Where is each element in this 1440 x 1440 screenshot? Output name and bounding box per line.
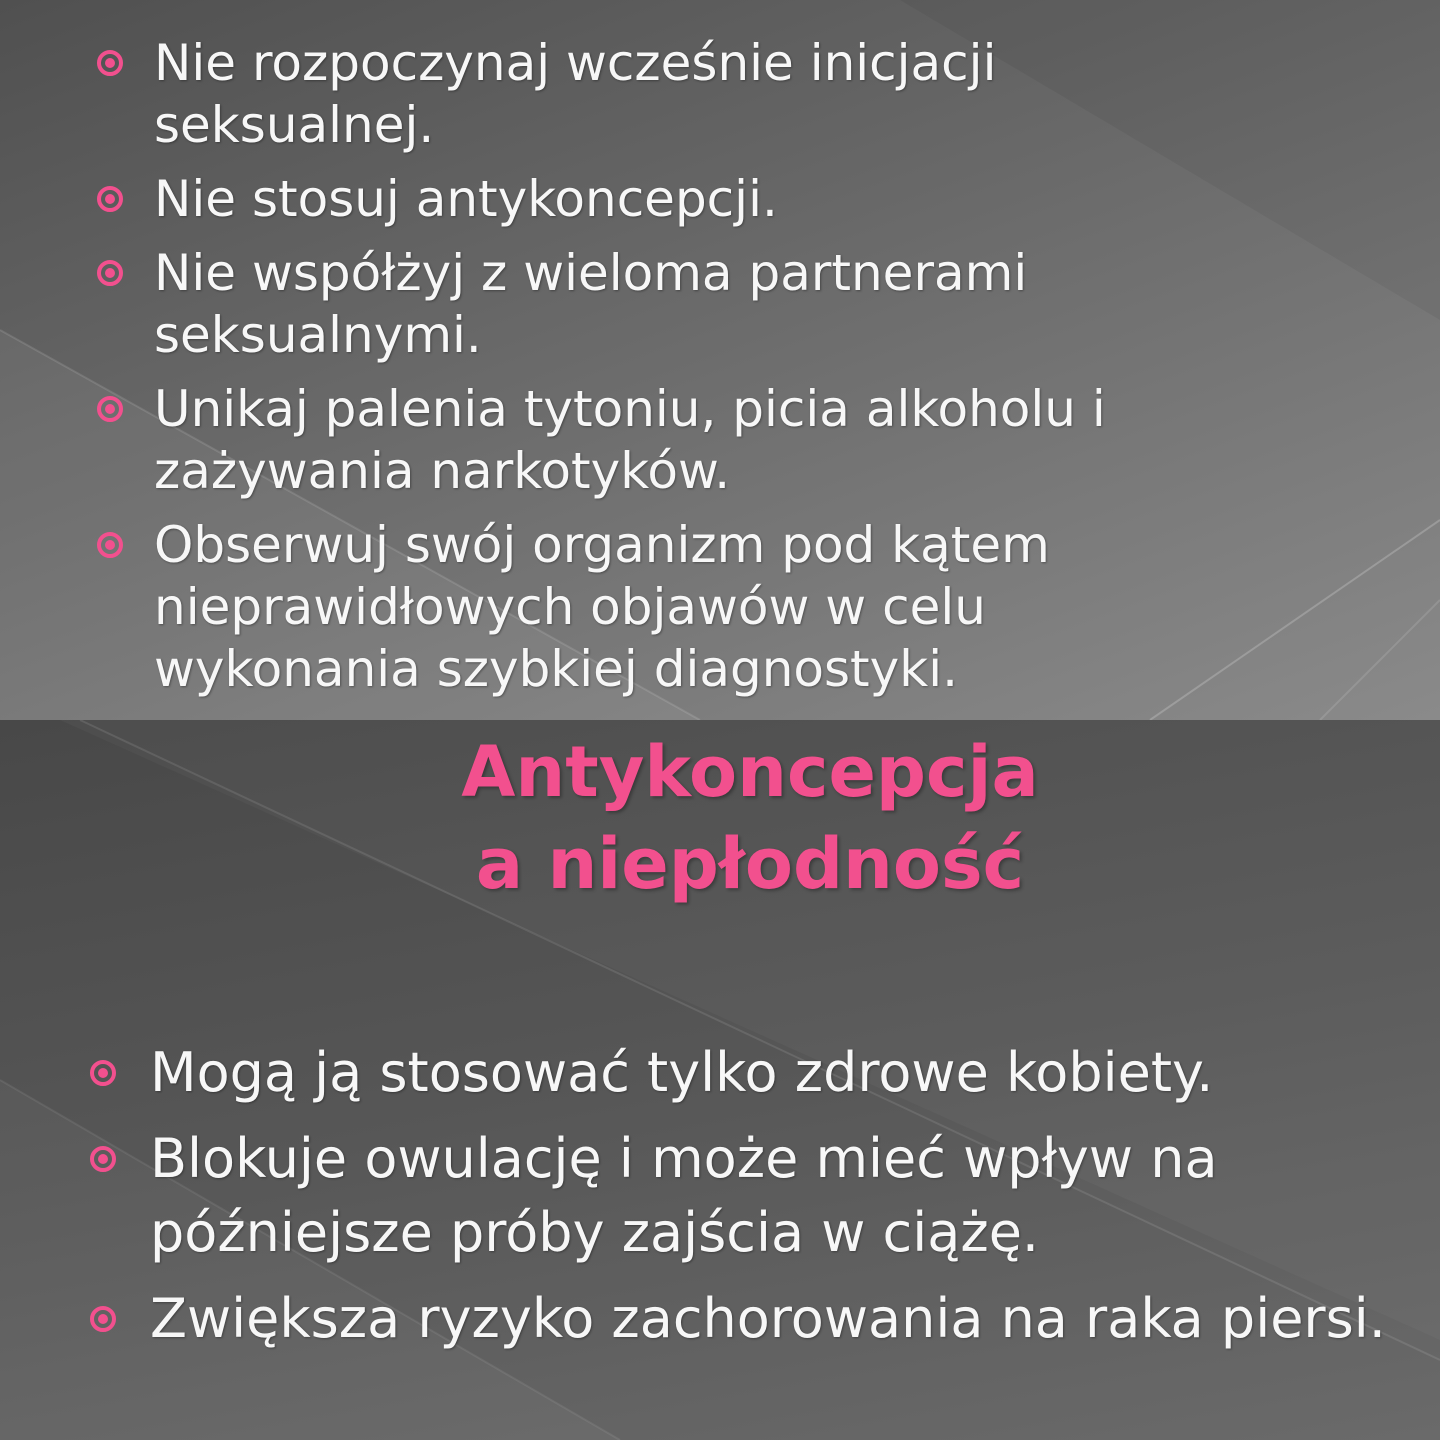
circle-bullet-icon xyxy=(97,532,123,558)
circle-bullet-icon xyxy=(97,260,123,286)
bullet-text: Zwiększa ryzyko zachorowania na raka piersi. xyxy=(150,1287,1386,1350)
circle-bullet-icon xyxy=(97,186,123,212)
bullet-list-bottom xyxy=(150,1036,1390,1368)
list-item xyxy=(154,242,1214,366)
bullet-text: Nie stosuj antykoncepcji. xyxy=(154,170,778,228)
title-line-2: a niepłodność xyxy=(475,823,1025,905)
list-item xyxy=(154,32,1214,156)
slide-title xyxy=(300,726,1200,910)
list-item xyxy=(154,168,1214,230)
title-line-1: Antykoncepcja xyxy=(461,731,1039,813)
list-item xyxy=(150,1122,1390,1270)
list-item xyxy=(150,1036,1390,1110)
bullet-text: Mogą ją stosować tylko zdrowe kobiety. xyxy=(150,1041,1214,1104)
bullet-text: Nie rozpoczynaj wcześnie inicjacji seksualnej. xyxy=(154,34,997,154)
slide-bottom xyxy=(0,720,1440,1440)
bullet-text: Obserwuj swój organizm pod kątem nieprawidłowych objawów w celu wykonania szybkiej diagnostyki. xyxy=(154,516,1050,698)
circle-bullet-icon xyxy=(90,1146,116,1172)
circle-bullet-icon xyxy=(97,50,123,76)
bullet-text: Nie współżyj z wieloma partnerami seksualnymi. xyxy=(154,244,1028,364)
bullet-text: Blokuje owulację i może mieć wpływ na późniejsze próby zajścia w ciążę. xyxy=(150,1127,1218,1264)
circle-bullet-icon xyxy=(90,1306,116,1332)
bullet-list-top xyxy=(154,32,1214,712)
list-item xyxy=(154,514,1214,700)
list-item xyxy=(154,378,1214,502)
circle-bullet-icon xyxy=(97,396,123,422)
circle-bullet-icon xyxy=(90,1060,116,1086)
list-item xyxy=(150,1282,1390,1356)
bullet-text: Unikaj palenia tytoniu, picia alkoholu i zażywania narkotyków. xyxy=(154,380,1106,500)
